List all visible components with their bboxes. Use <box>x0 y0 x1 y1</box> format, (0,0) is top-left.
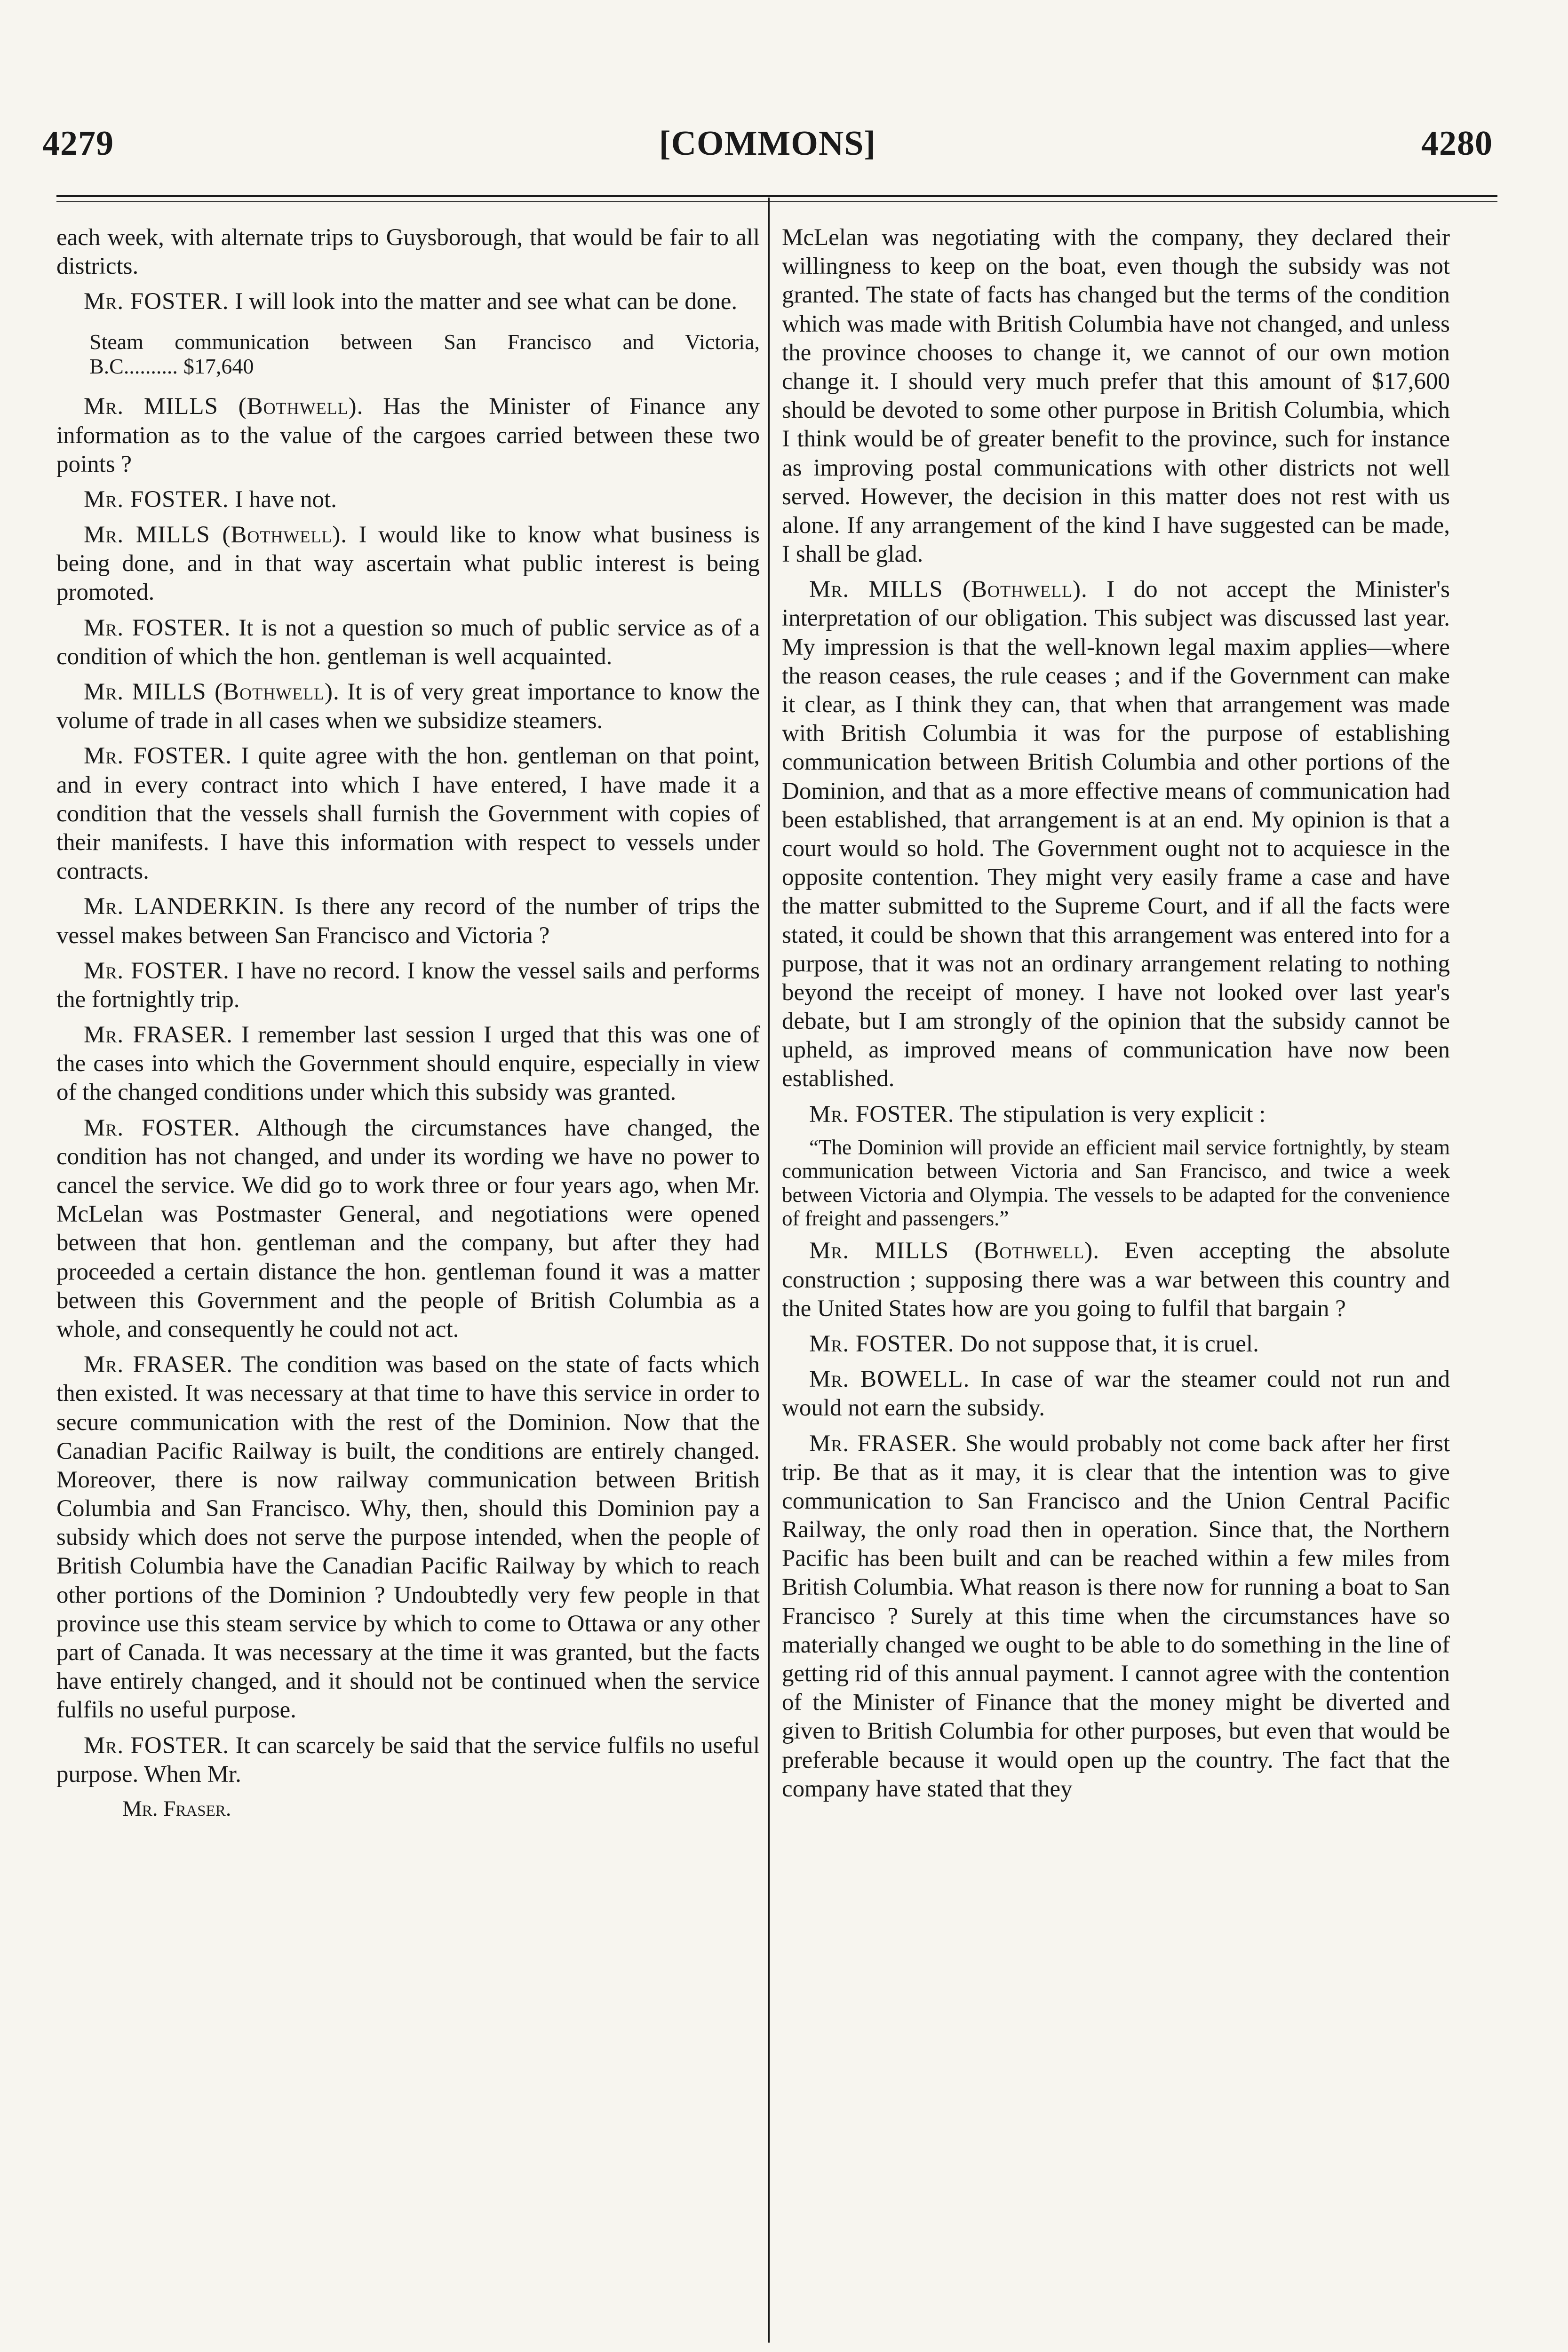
paragraph-text: I have not. <box>235 486 337 513</box>
page-header <box>42 118 1493 169</box>
paragraph <box>56 678 760 735</box>
paragraph-text: Although the circumstances have changed, the condition has not changed, and under its wording we have no power to cancel the service. We did go to work three or four years ago, when Mr. McLelan was Postmaster General, and negotiations were opened between that hon. gentleman and the company, but after they had proceeded a certain distance the hon. gentleman found it was a matter between this Government and the people of British Columbia as a whole, and consequently he could not act. <box>56 1114 760 1343</box>
speaker-name: Mr. FOSTER. <box>84 1732 230 1759</box>
speaker-name: Mr. MILLS (Bothwell). <box>84 679 340 706</box>
paragraph-text: It is of very great importance to know the volume of trade in all cases when we subsidize steamers. <box>56 679 760 734</box>
speaker-name: Mr. MILLS (Bothwell). <box>809 1238 1100 1264</box>
speaker-name: Mr. MILLS (Bothwell). <box>84 393 364 420</box>
paragraph-text: The stipulation is very explicit : <box>960 1101 1266 1128</box>
paragraph-text: I would like to know what business is being done, and in that way ascertain what public interest is being promoted. <box>56 522 760 606</box>
speaker-name: Mr. MILLS (Bothwell). <box>809 576 1088 603</box>
paragraph-text: McLelan was negotiating with the company, they declared their willingness to keep on the boat, even though the subsidy was not granted. The state of facts has changed but the terms of the condition which was made with British Columbia have not changed, and unless the province chooses to change it, we cannot of our own motion change it. I should very much prefer that this amount of $17,600 should be devoted to some other purpose in British Columbia, which I think would be of greater benefit to the province, such for instance as improving postal communications with other districts not well served. However, the decision in this matter does not rest with us alone. If any arrangement of the kind I have suggested can be made, I shall be glad. <box>782 224 1450 568</box>
speaker-name: Mr. FRASER. <box>84 1022 233 1049</box>
paragraph <box>56 223 760 281</box>
page-title: [COMMONS] <box>659 124 876 163</box>
paragraph-text: It is not a question so much of public service as of a condition of which the hon. gentleman is well acquainted. <box>56 614 760 670</box>
speaker-name: Mr. BOWELL. <box>809 1366 970 1393</box>
column-divider <box>768 198 770 2343</box>
speaker-name: Mr. MILLS (Bothwell). <box>84 522 348 548</box>
paragraph <box>782 1430 1450 1804</box>
paragraph <box>56 392 760 479</box>
paragraph-text: I remember last session I urged that this was one of the cases into which the Government should enquire, especially in view of the changed conditions under which this subsidy was granted. <box>56 1022 760 1106</box>
paragraph-text: I will look into the matter and see what can be done. <box>235 288 738 315</box>
speaker-name: Mr. FOSTER. <box>84 614 231 641</box>
paragraph <box>56 521 760 607</box>
paragraph-text: I do not accept the Minister's interpretation of our obligation. This subject was discussed last year. My impression is that the well-known legal maxim applies—where the reason ceases, the rule ceases ; and if the Government can make it clear, as I think they can, that when that arrangement was made with British Columbia it was for the purpose of establishing communication between British Columbia and other portions of the Dominion, and that as a more effective means of communication had been established, that arrangement is at an end. My opinion is that a court would so hold. The Government ought not to acquiesce in the opposite contention. They might very easily frame a case and have the matter submitted to the Supreme Court, and if all the facts were stated, it could be shown that this arrangement was entered into for a purpose, that it was not an ordinary arrangement relating to nothing beyond the receipt of money. I have not looked over last year's debate, but I am strongly of the opinion that the subsidy cannot be upheld, as improved means of communication have now been established. <box>782 576 1450 1092</box>
estimate-amount: $17,640 <box>183 354 254 379</box>
paragraph <box>782 223 1450 569</box>
paragraph-text: In case of war the steamer could not run and would not earn the subsidy. <box>782 1366 1450 1422</box>
paragraph-text: I have no record. I know the vessel sails and performs the fortnightly trip. <box>56 957 760 1013</box>
paragraph <box>782 575 1450 1093</box>
paragraph-text: Is there any record of the number of trips the vessel makes between San Francisco and Victoria ? <box>56 893 760 949</box>
paragraph <box>56 1114 760 1344</box>
paragraph <box>782 1365 1450 1422</box>
speaker-name: Mr. FOSTER. <box>84 1114 240 1141</box>
paragraph <box>56 614 760 671</box>
left-column <box>56 223 760 1822</box>
paragraph <box>56 892 760 950</box>
speaker-name: Mr. FOSTER. <box>809 1330 955 1357</box>
paragraph <box>56 1732 760 1789</box>
header-rule-thin <box>56 201 1497 202</box>
catchword: Mr. Fraser. <box>122 1796 231 1821</box>
speaker-name: Mr. FOSTER. <box>84 743 232 770</box>
paragraph-text: Even accepting the absolute construction ; supposing there was a war between this country and the United States how are you going to fulfil that bargain ? <box>782 1238 1450 1322</box>
speaker-name: Mr. FRASER. <box>84 1351 233 1378</box>
header-rule-thick <box>56 195 1497 197</box>
paragraph-text: each week, with alternate trips to Guysborough, that would be fair to all districts. <box>56 224 760 280</box>
speaker-name: Mr. FOSTER. <box>84 288 229 315</box>
paragraph-text: I quite agree with the hon. gentleman on that point, and in every contract into which I have entered, I have made it a condition that the vessels shall furnish the Government with copies of their manifests. I have this information with respect to vessels under contracts. <box>56 743 760 885</box>
speaker-name: Mr. FRASER. <box>809 1430 958 1457</box>
paragraph <box>782 1100 1450 1129</box>
paragraph <box>782 1330 1450 1359</box>
paragraph <box>56 957 760 1014</box>
quoted-stipulation: “The Dominion will provide an efficient mail service fortnightly, by steam communication between Victoria and San Francisco, and twice a week between Victoria and Olympia. The vessels to be adapted for the convenience of freight and passengers.” <box>782 1135 1450 1230</box>
estimate-text: Steam communication between San Francisco and Victoria, B.C.......... <box>89 329 760 379</box>
paragraph-text: Has the Minister of Finance any information as to the value of the cargoes carried between these two points ? <box>56 393 760 477</box>
speaker-name: Mr. FOSTER. <box>84 957 230 984</box>
paragraph <box>56 1351 760 1724</box>
right-column <box>782 223 1450 1810</box>
paragraph <box>56 1021 760 1107</box>
paragraph <box>56 287 760 316</box>
estimate-item <box>56 330 760 380</box>
paragraph-text: Do not suppose that, it is cruel. <box>960 1330 1259 1357</box>
paragraph <box>56 485 760 514</box>
paragraph-text: The condition was based on the state of facts which then existed. It was necessary at that time to have this service in order to secure communication with the rest of the Dominion. Now that the Canadian Pacific Railway is built, the conditions are entirely changed. Moreover, there is now railway communication between British Columbia and San Francisco. Why, then, should this Dominion pay a subsidy which does not serve the purpose intended, when the people of British Columbia have the Canadian Pacific Railway by which to reach other portions of the Dominion ? Undoubtedly very few people in that province use this steam service by which to come to Ottawa or any other part of Canada. It was necessary at the time it was granted, but the facts have entirely changed, and it should not be continued when the service fulfils no useful purpose. <box>56 1351 760 1724</box>
paragraph <box>56 742 760 886</box>
paragraph <box>782 1237 1450 1323</box>
paragraph-text: She would probably not come back after her first trip. Be that as it may, it is clear that the intention was to give communication to San Francisco and the Union Central Pacific Railway, the only road then in operation. Since that, the Northern Pacific has been built and can be reached within a few miles from British Columbia. What reason is there now for running a boat to San Francisco ? Surely at this time when the circumstances have so materially changed we ought to be able to do something in the line of getting rid of this annual payment. I cannot agree with the contention of the Minister of Finance that the money might be diverted and given to British Columbia for other purposes, but even that would be preferable because it would open up the country. The fact that the company have stated that they <box>782 1430 1450 1802</box>
right-page-number: 4280 <box>1421 124 1493 163</box>
speaker-name: Mr. FOSTER. <box>809 1101 955 1128</box>
speaker-name: Mr. LANDERKIN. <box>84 893 285 920</box>
speaker-name: Mr. FOSTER. <box>84 486 229 513</box>
paragraph-text: It can scarcely be said that the service fulfils no useful purpose. When Mr. <box>56 1732 760 1788</box>
left-page-number: 4279 <box>42 124 114 163</box>
